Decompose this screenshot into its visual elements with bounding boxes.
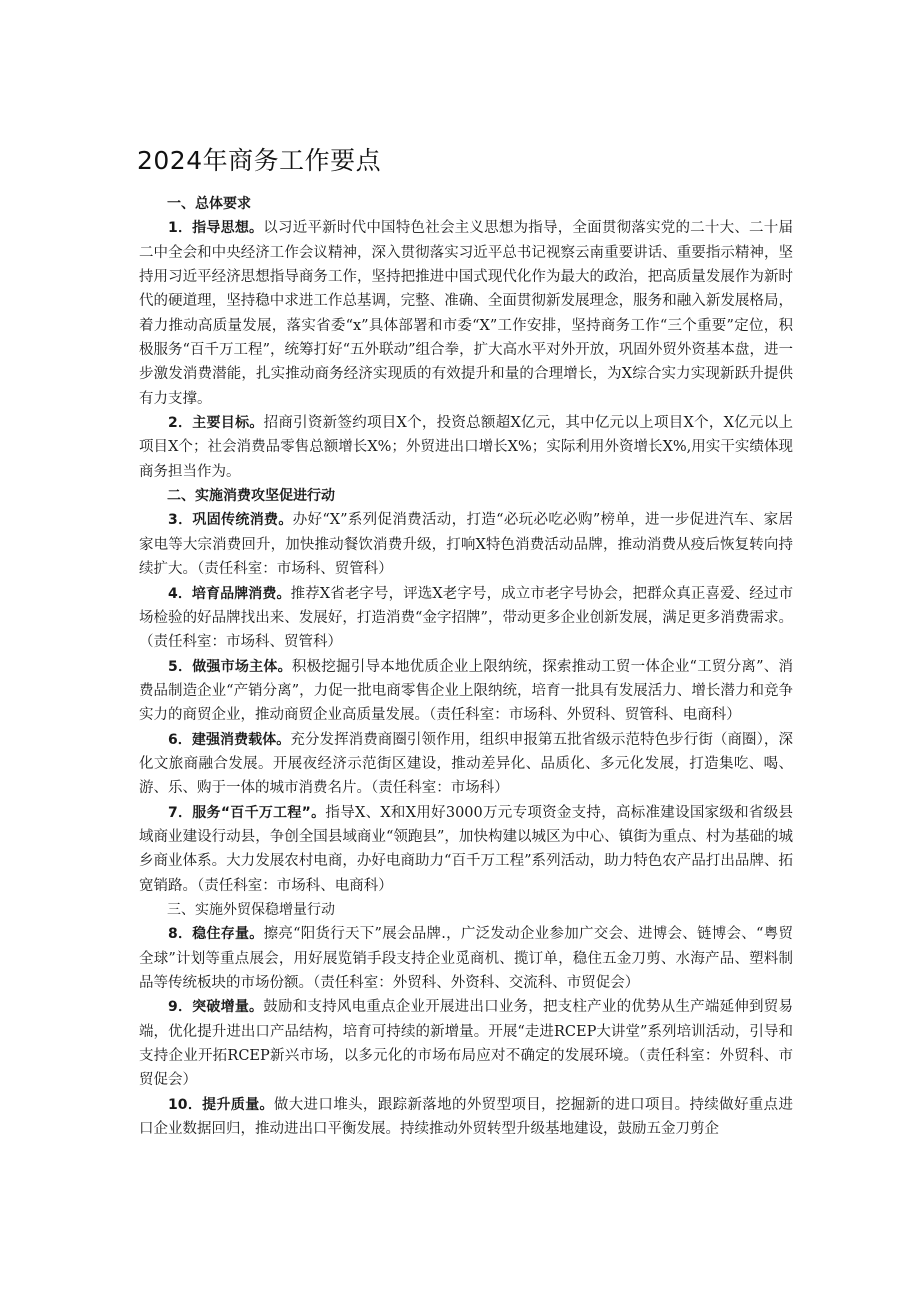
document-body	[139, 192, 793, 1141]
paragraph	[139, 582, 793, 655]
item-lead: 6．建强消费载体。	[168, 731, 291, 748]
section-heading: 三、实施外贸保稳增量行动	[167, 901, 335, 918]
item-text: 招商引资新签约项目X个，投资总额超X亿元，其中亿元以上项目X个，X亿元以上项目X个；社会消费品零售总额增长X%；外贸进出口增长X%；实际利用外资增长X%,用实干实绩体现商务担当作为。	[139, 415, 793, 480]
section-heading: 二、实施消费攻坚促进行动	[167, 488, 335, 505]
item-text: 办好“X”系列促消费活动，打造“必玩必吃必购”榜单，进一步促进汽车、家居家电等大宗消费回升，加快推动餐饮消费升级，打响X特色消费活动品牌，推动消费从疫后恢复转向持续扩大。（责任科室：市场科、贸管科）	[139, 512, 793, 578]
paragraph	[139, 216, 793, 411]
document-title: 2024年商务工作要点	[137, 146, 382, 175]
section-heading: 一、总体要求	[167, 196, 251, 212]
item-lead: 5．做强市场主体。	[168, 658, 292, 675]
item-text: 做大进口堆头，跟踪新落地的外贸型项目，挖掘新的进口项目。持续做好重点进口企业数据回归，推动进出口平衡发展。持续推动外贸转型升级基地建设，鼓励五金刀剪企	[139, 1096, 793, 1138]
paragraph	[139, 922, 793, 995]
paragraph	[139, 411, 793, 484]
paragraph	[139, 655, 793, 728]
paragraph	[139, 728, 793, 801]
item-text: 擦亮“阳货行天下”展会品牌.，广泛发动企业参加广交会、进博会、链博会、“粤贸全球”计划等重点展会，用好展览销手段支持企业觅商机、揽订单，稳住五金刀剪、水海产品、塑料制品等传统板块的市场份额。（责任科室：外贸科、外资科、交流科、市贸促会）	[139, 926, 793, 991]
item-lead: 3．巩固传统消费。	[168, 512, 293, 529]
item-lead: 4．培育品牌消费。	[168, 585, 291, 602]
paragraph	[139, 995, 793, 1092]
item-lead: 1．指导思想。	[168, 220, 264, 237]
item-lead: 7．服务“百千万工程”。	[168, 804, 326, 821]
item-lead: 8．稳住存量。	[168, 926, 264, 943]
paragraph	[139, 1093, 793, 1142]
item-lead: 10．提升质量。	[168, 1096, 274, 1113]
paragraph	[139, 508, 793, 581]
item-lead: 9．突破增量。	[168, 999, 264, 1016]
item-lead: 2．主要目标。	[168, 415, 264, 432]
item-text: 以习近平新时代中国特色社会主义思想为指导，全面贯彻落实党的二十大、二十届二中全会和中央经济工作会议精神，深入贯彻落实习近平总书记视察云南重要讲话、重要指示精神，坚持用习近平经济思想指导商务工作，坚持把推进中国式现代化作为最大的政治，把高质量发展作为新时代的硬道理，坚持稳中求进工作总基调，完整、准确、全面贯彻新发展理念，服务和融入新发展格局，着力推动高质量发展，落实省委“x”具体部署和市委“X”工作安排，坚持商务工作“三个重要”定位，积极服务“百千万工程”，统筹打好“五外联动”组合拳，扩大高水平对外开放，巩固外贸外资基本盘，进一步激发消费潜能，扎实推动商务经济实现质的有效提升和量的合理增长，为X综合实力实现新跃升提供有力支撑。	[139, 220, 794, 407]
item-text: 推荐X省老字号，评选X老字号，成立市老字号协会，把群众真正喜爱、经过市场检验的好品牌找出来、发展好，打造消费“金字招牌”，带动更多企业创新发展，满足更多消费需求。（责任科室：市场科、贸管科）	[139, 585, 793, 651]
item-text: 指导X、X和X用好3000万元专项资金支持，高标准建设国家级和省级县域商业建设行动县，争创全国县域商业“领跑县”，加快构建以城区为中心、镇街为重点、村为基础的城乡商业体系。大力发展农村电商，办好电商助力“百千万工程”系列活动，助力特色农产品打出品牌、拓宽销路。（责任科室：市场科、电商科）	[139, 804, 793, 894]
item-text: 鼓励和支持风电重点企业开展进出口业务，把支柱产业的优势从生产端延伸到贸易端，优化提升进出口产品结构，培育可持续的新增量。开展“走进RCEP大讲堂”系列培训活动，引导和支持企业开拓RCEP新兴市场，以多元化的市场布局应对不确定的发展环境。（责任科室：外贸科、市贸促会）	[139, 999, 794, 1089]
paragraph	[139, 801, 793, 898]
item-text: 充分发挥消费商圈引领作用，组织申报第五批省级示范特色步行街（商圈），深化文旅商融合发展。开展夜经济示范街区建设，推动差异化、品质化、多元化发展，打造集吃、喝、游、乐、购于一体的城市消费名片。（责任科室：市场科）	[139, 731, 793, 797]
item-text: 积极挖掘引导本地优质企业上限纳统，探索推动工贸一体企业“工贸分离”、消费品制造企业“产销分离”，力促一批电商零售企业上限纳统，培育一批具有发展活力、增长潜力和竞争实力的商贸企业，推动商贸企业高质量发展。（责任科室：市场科、外贸科、贸管科、电商科）	[139, 658, 793, 724]
